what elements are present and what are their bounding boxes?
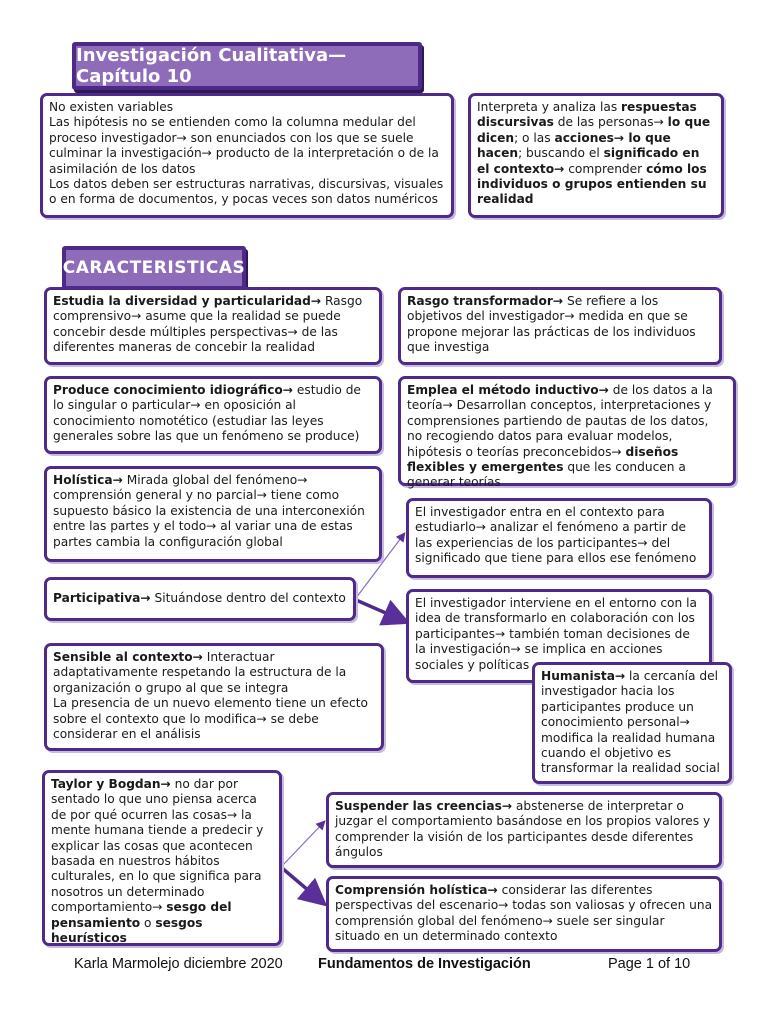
participativa-box: Participativa→ Situándose dentro del contexto bbox=[44, 577, 356, 621]
page-footer bbox=[0, 952, 768, 978]
comprension-box: Comprensión holística→ considerar las diferentes perspectivas del escenario→ todas son valiosas y ofrecen una comprensión global del fenómeno→ suele ser singular situado en un determinado contexto bbox=[326, 876, 722, 952]
intro-left-line: Las hipótesis no se entienden como la columna medular del proceso investigador→ son enunciados con los que se suele culminar la investigación→ producto de la interpretación o de la asimilación de los datos bbox=[49, 115, 439, 176]
creencias-box: Suspender las creencias→ abstenerse de interpretar o juzgar el comportamiento basándose en los propios valores y comprender la visión de los participantes desde diferentes ángulos bbox=[326, 792, 722, 868]
title-banner bbox=[72, 42, 422, 90]
intro-left-line: Los datos deben ser estructuras narrativas, discursivas, visuales o en forma de documentos, y pocas veces son datos numéricos bbox=[49, 177, 444, 207]
transformador-box: Rasgo transformador→ Se refiere a los objetivos del investigador→ medida en que se propone mejorar las prácticas de los individuos que investiga bbox=[398, 287, 722, 365]
diversidad-box: Estudia la diversidad y particularidad→ Rasgo comprensivo→ asume que la realidad se puede concebir desde múltiples perspectivas→ de las diferentes maneras de concebir la realidad bbox=[44, 287, 382, 365]
page-title: Investigación Cualitativa— Capítulo 10 bbox=[76, 45, 347, 87]
intro-right-box: Interpreta y analiza las respuestas discursivas de las personas→ lo que dicen; o las acciones→ lo que hacen; buscando el significado en el contexto→ comprender cómo los individuos o grupos entienden su realidad bbox=[468, 93, 724, 218]
holistica-box: Holística→ Mirada global del fenómeno→ comprensión general y no parcial→ tiene como supuesto básico la existencia de una interconexión entre las partes y el todo→ al variar una de estas partes cambia la configuración global bbox=[44, 466, 382, 562]
footer-author-date: Karla Marmolejo diciembre 2020 bbox=[74, 956, 283, 972]
footer-page-number: Page 1 of 10 bbox=[608, 956, 691, 972]
intro-left-box bbox=[40, 93, 454, 218]
humanista-box: Humanista→ la cercanía del investigador hacia los participantes produce un conocimiento personal→ modifica la realidad humana cuando el objetivo es transformar la realidad social bbox=[532, 662, 732, 784]
footer-course: Fundamentos de Investigación bbox=[318, 956, 531, 972]
taylor-bogdan-box: Taylor y Bogdan→ no dar por sentado lo que uno piensa acerca de por qué ocurren las cosas→ la mente humana tiende a predecir y explicar las cosas que acontecen basada en nuestros hábitos culturales, en lo que significa para nosotros un determinado comportamiento→ sesgo del pensamiento o sesgos heurísticos bbox=[42, 770, 282, 946]
arrow-creencias bbox=[282, 822, 324, 866]
section-title: CARACTERISTICAS bbox=[62, 258, 246, 278]
inductivo-box: Emplea el método inductivo→ de los datos a la teoría→ Desarrollan conceptos, interpretaciones y comprensiones partiendo de pautas de los datos, no recogiendo datos para evaluar modelos, hipótesis o teorías preconcebidos→ diseños flexibles y emergentes que les conducen a generar teorías bbox=[398, 376, 736, 486]
arrow-comprension bbox=[282, 868, 322, 902]
participativa-detail-2-box: El investigador interviene en el entorno con la idea de transformarlo en colaboración con los participantes→ también toman decisiones de la investigación→ se implica en acciones sociales y políticas bbox=[406, 589, 712, 683]
idiografico-box: Produce conocimiento idiográfico→ estudio de lo singular o particular→ en oposición al conocimiento nomotético (estudiar las leyes generales sobre las que un fenómeno se produce) bbox=[44, 376, 382, 454]
participativa-detail-1-box: El investigador entra en el contexto para estudiarlo→ analizar el fenómeno a partir de las experiencias de los participantes→ del significado que tiene para ellos ese fenómeno bbox=[406, 498, 712, 578]
contexto-box: Sensible al contexto→ Interactuar adaptativamente respetando la estructura de la organización o grupo al que se integra La presencia de un nuevo elemento tiene un efecto sobre el contexto que lo modifica→ se debe considerar en el análisis bbox=[44, 643, 384, 751]
arrow-participativa-2 bbox=[356, 600, 404, 621]
intro-left-line: No existen variables bbox=[49, 100, 174, 114]
caracteristicas-banner bbox=[62, 246, 246, 290]
